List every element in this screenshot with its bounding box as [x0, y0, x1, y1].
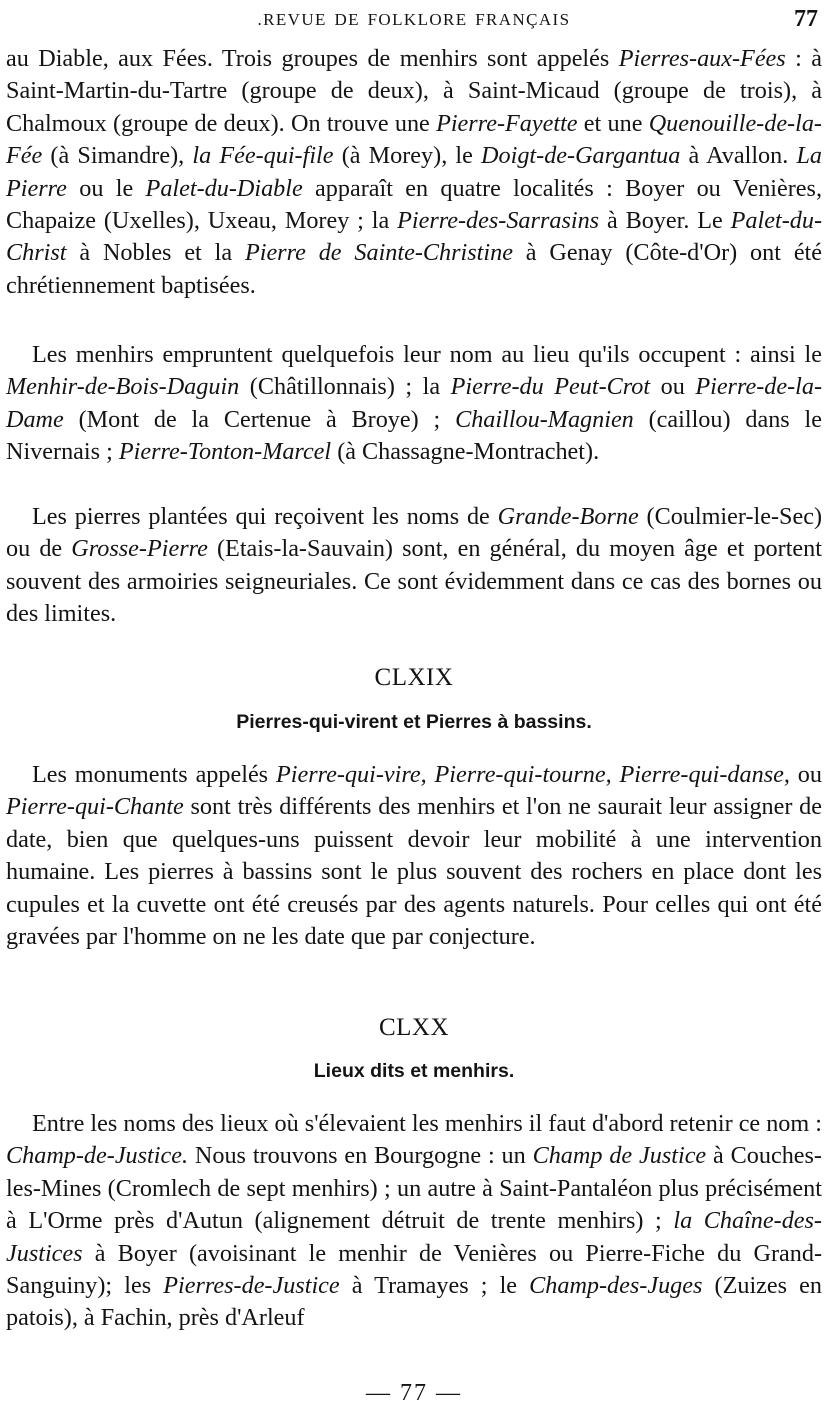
place-name: Grosse-Pierre: [71, 535, 208, 563]
text-run: (à Morey), le: [333, 142, 482, 170]
place-name: Pierres-de-Justice: [163, 1272, 340, 1300]
running-title: .REVUE DE FOLKLORE FRANÇAIS: [257, 10, 571, 29]
text-run: à Genay (Côte-d'Or) ont été chrétiennement baptisées.: [6, 239, 823, 299]
running-header: [0, 8, 828, 36]
place-name: la Fée-qui-file: [192, 142, 334, 170]
place-name: Pierre-du Peut-Crot: [450, 373, 651, 401]
paragraph-pierres-plantees: [6, 501, 822, 631]
place-name: Menhir-de-Bois-Daguin: [6, 373, 240, 401]
text-run: : à Saint-Martin-du-Tartre (groupe de deux), à Saint-Micaud (groupe de trois), à Chalmoux (groupe de deux). On trouve une: [6, 45, 822, 137]
text-run: (caillou) dans le Nivernais ;: [6, 405, 822, 466]
text-run: (à Simandre),: [42, 142, 193, 170]
place-name: Champ-de-Justice.: [6, 1142, 189, 1170]
text-run: (Etais-la-Sauvain) sont, en général, du moyen âge et portent souvent des armoiries seigneuriales. Ce sont évidemment dans ce cas des bornes ou des limites.: [6, 535, 822, 628]
section-number: CLXX: [378, 1014, 450, 1041]
place-name: Pierre-qui-Chante: [6, 793, 184, 821]
text-run: à Boyer (avoisinant le menhir de Venières ou Pierre-Fiche du Grand-Sanguiny); les: [6, 1239, 822, 1300]
text-run: Les monuments appelés: [32, 761, 276, 788]
text-run: Les pierres plantées qui reçoivent les noms de: [32, 503, 498, 530]
text-run: Entre les noms des lieux où s'élevaient les menhirs il faut d'abord retenir ce nom :: [32, 1110, 822, 1137]
text-run: (Zuizes en patois), à Fachin, près d'Arleuf: [6, 1272, 822, 1332]
text-run: Nous trouvons en Bourgogne : un: [188, 1142, 533, 1170]
place-name: Pierre-qui-vire, Pierre-qui-tourne, Pierre-qui-danse,: [275, 761, 790, 788]
place-name: La Pierre: [6, 142, 822, 202]
text-run: à Tramayes ; le: [339, 1272, 530, 1300]
place-name: Doigt-de-Gargantua: [481, 142, 681, 170]
section-title: Lieux dits et menhirs.: [313, 1060, 515, 1082]
place-name: Quenouille-de-la-Fée: [6, 109, 822, 170]
text-run: ou: [789, 761, 822, 788]
page-number-top: 77: [794, 6, 818, 32]
place-name: Pierre-de-la-Dame: [6, 373, 823, 433]
paragraph-pierres-qui-virent: [6, 759, 822, 953]
text-run: à Boyer. Le: [599, 207, 731, 235]
text-run: ou le: [66, 174, 146, 202]
text-run: (Coulmier-le-Sec) ou de: [6, 503, 822, 563]
place-name: Pierre-Fayette: [436, 109, 578, 137]
text-run: (à Chassagne-Montrachet).: [331, 438, 600, 466]
text-run: à Nobles et la: [66, 239, 245, 267]
place-name: Pierre-Tonton-Marcel: [118, 438, 332, 466]
text-run: (Châtillonnais) ; la: [239, 373, 451, 401]
text-run: au Diable, aux Fées. Trois groupes de menhirs sont appelés: [6, 45, 619, 72]
place-name: Pierre-des-Sarrasins: [397, 207, 600, 235]
text-run: à Couches-les-Mines (Cromlech de sept menhirs) ; un autre à Saint-Pantaléon plus précisément à L'Orme près d'Autun (alignement détruit de trente menhirs) ;: [6, 1142, 822, 1235]
section-title: Pierres-qui-virent et Pierres à bassins.: [236, 711, 592, 733]
text-run: (Mont de la Certenue à Broye) ;: [63, 405, 456, 433]
text-run: Les menhirs empruntent quelquefois leur nom au lieu qu'ils occupent : ainsi le: [32, 341, 822, 368]
text-run: et une: [577, 109, 649, 137]
text-run: à Avallon.: [680, 142, 797, 170]
place-name: Grande-Borne: [497, 503, 639, 530]
place-name: Champ-des-Juges: [529, 1272, 703, 1300]
place-name: Pierre de Sainte-Christine: [244, 239, 513, 267]
place-name: Pierres-aux-Fées: [618, 45, 786, 72]
place-name: Chaillou-Magnien: [455, 405, 634, 433]
place-name: la Chaîne-des-Justices: [6, 1207, 822, 1267]
text-run: apparaît en quatre localités : Boyer ou Venières, Chapaize (Uxelles), Uxeau, Morey ; la: [6, 174, 822, 235]
text-run: ou: [650, 373, 696, 401]
page-number-bottom: — 77 —: [366, 1380, 462, 1406]
paragraph-lieux-dits: [6, 1108, 822, 1335]
place-name: Palet-du-Diable: [145, 174, 303, 202]
place-name: Champ de Justice: [532, 1142, 707, 1170]
place-name: Palet-du-Christ: [6, 207, 822, 267]
section-number: CLXIX: [374, 664, 454, 691]
text-run: sont très différents des menhirs et l'on ne saurait leur assigner de date, bien que quelques-uns puissent devoir leur mobilité à une intervention humaine. Les pierres à bassins sont le plus souvent des rochers en place dont les cupules et la cuvette ont été creusés par des agents naturels. Pour celles qui ont été gravées par l'homme on ne les date que par conjecture.: [6, 793, 822, 951]
paragraph-fees: [6, 43, 822, 302]
paragraph-lieux: [6, 339, 822, 469]
